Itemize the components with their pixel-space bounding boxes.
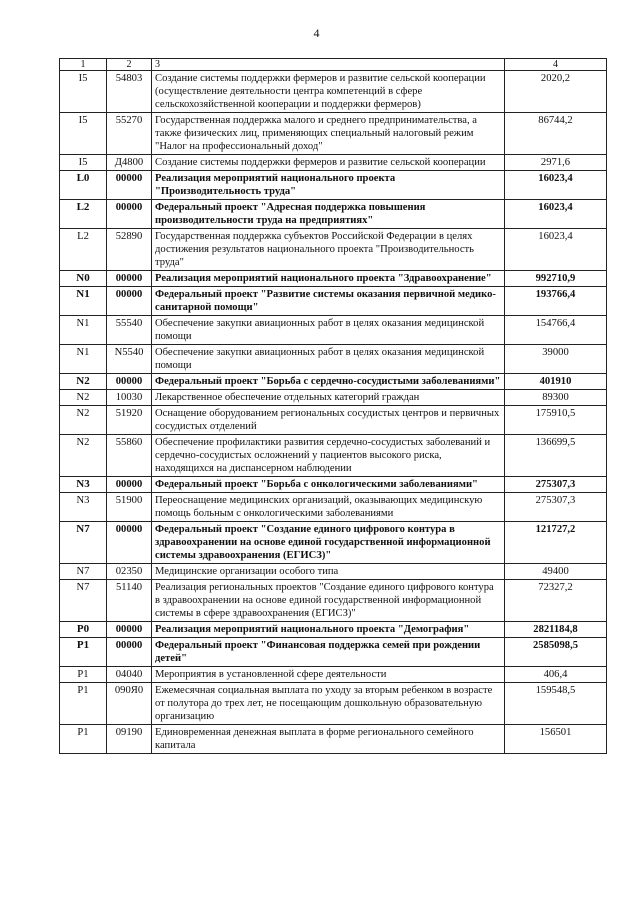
expense-code-cell: 00000 <box>107 374 152 390</box>
amount-cell: 175910,5 <box>505 406 607 435</box>
expense-code-cell: 55270 <box>107 113 152 155</box>
description-cell: Реализация мероприятий национального проекта "Здравоохранение" <box>152 271 505 287</box>
table-row <box>60 287 607 316</box>
table-row <box>60 345 607 374</box>
table-row <box>60 171 607 200</box>
description-cell: Реализация мероприятий национального проекта "Демография" <box>152 622 505 638</box>
table-row <box>60 374 607 390</box>
table-row <box>60 622 607 638</box>
table-row <box>60 406 607 435</box>
description-cell: Оснащение оборудованием региональных сосудистых центров и первичных сосудистых отделений <box>152 406 505 435</box>
target-code-cell: N7 <box>60 522 107 564</box>
target-code-cell: P1 <box>60 725 107 754</box>
amount-cell: 86744,2 <box>505 113 607 155</box>
description-cell: Государственная поддержка субъектов Российской Федерации в целях достижения результатов национального проекта "Производительность труда" <box>152 229 505 271</box>
description-cell: Федеральный проект "Борьба с онкологическими заболеваниями" <box>152 477 505 493</box>
expense-code-cell: 00000 <box>107 200 152 229</box>
expense-code-cell: 52890 <box>107 229 152 271</box>
target-code-cell: N3 <box>60 493 107 522</box>
table-row <box>60 522 607 564</box>
column-header-3: 3 <box>152 59 505 71</box>
description-cell: Обеспечение профилактики развития сердечно-сосудистых заболеваний и сердечно-сосудистых осложнений у пациентов высокого риска, находящихся на диспансерном наблюдении <box>152 435 505 477</box>
target-code-cell: N2 <box>60 406 107 435</box>
column-header-4: 4 <box>505 59 607 71</box>
expense-code-cell: 04040 <box>107 667 152 683</box>
table-row <box>60 638 607 667</box>
target-code-cell: N7 <box>60 580 107 622</box>
page-number: 4 <box>313 26 320 40</box>
description-cell: Обеспечение закупки авиационных работ в целях оказания медицинской помощи <box>152 345 505 374</box>
column-header-1: 1 <box>60 59 107 71</box>
target-code-cell: N1 <box>60 345 107 374</box>
amount-cell: 193766,4 <box>505 287 607 316</box>
column-header-2: 2 <box>107 59 152 71</box>
target-code-cell: P1 <box>60 667 107 683</box>
expense-code-cell: 00000 <box>107 522 152 564</box>
expense-code-cell: 09190 <box>107 725 152 754</box>
expense-code-cell: 55860 <box>107 435 152 477</box>
amount-cell: 136699,5 <box>505 435 607 477</box>
expense-code-cell: 00000 <box>107 622 152 638</box>
table-row <box>60 71 607 113</box>
amount-cell: 2971,6 <box>505 155 607 171</box>
amount-cell: 16023,4 <box>505 229 607 271</box>
description-cell: Федеральный проект "Борьба с сердечно-сосудистыми заболеваниями" <box>152 374 505 390</box>
target-code-cell: I5 <box>60 155 107 171</box>
description-cell: Создание системы поддержки фермеров и развитие сельской кооперации (осуществление деятельности центра компетенций в сфере сельскохозяйственной кооперации и поддержки фермеров) <box>152 71 505 113</box>
table-row <box>60 477 607 493</box>
amount-cell: 154766,4 <box>505 316 607 345</box>
target-code-cell: N3 <box>60 477 107 493</box>
amount-cell: 16023,4 <box>505 200 607 229</box>
target-code-cell: L2 <box>60 229 107 271</box>
table-row <box>60 564 607 580</box>
expense-code-cell: 00000 <box>107 171 152 200</box>
amount-cell: 275307,3 <box>505 477 607 493</box>
amount-cell: 406,4 <box>505 667 607 683</box>
amount-cell: 2585098,5 <box>505 638 607 667</box>
expense-code-cell: 51900 <box>107 493 152 522</box>
amount-cell: 89300 <box>505 390 607 406</box>
table-row <box>60 200 607 229</box>
description-cell: Реализация региональных проектов "Создание единого цифрового контура в здравоохранении на основе единой государственной информационной системы в сфере здравоохранения (ЕГИСЗ)" <box>152 580 505 622</box>
target-code-cell: P0 <box>60 622 107 638</box>
amount-cell: 49400 <box>505 564 607 580</box>
target-code-cell: N1 <box>60 287 107 316</box>
description-cell: Единовременная денежная выплата в форме регионального семейного капитала <box>152 725 505 754</box>
description-cell: Переоснащение медицинских организаций, оказывающих медицинскую помощь больным с онкологическими заболеваниями <box>152 493 505 522</box>
amount-cell: 16023,4 <box>505 171 607 200</box>
expense-code-cell: 00000 <box>107 287 152 316</box>
description-cell: Федеральный проект "Создание единого цифрового контура в здравоохранении на основе единой государственной информационной системы здравоохранения (ЕГИСЗ)" <box>152 522 505 564</box>
target-code-cell: N1 <box>60 316 107 345</box>
target-code-cell: P1 <box>60 638 107 667</box>
target-code-cell: N0 <box>60 271 107 287</box>
description-cell: Реализация мероприятий национального проекта "Производительность труда" <box>152 171 505 200</box>
target-code-cell: N2 <box>60 390 107 406</box>
expense-code-cell: 00000 <box>107 638 152 667</box>
table-header-row <box>60 59 607 71</box>
budget-table <box>59 58 607 754</box>
description-cell: Создание системы поддержки фермеров и развитие сельской кооперации <box>152 155 505 171</box>
target-code-cell: L0 <box>60 171 107 200</box>
expense-code-cell: 51920 <box>107 406 152 435</box>
table-row <box>60 155 607 171</box>
description-cell: Обеспечение закупки авиационных работ в целях оказания медицинской помощи <box>152 316 505 345</box>
expense-code-cell: 00000 <box>107 477 152 493</box>
table-row <box>60 725 607 754</box>
expense-code-cell: 090Я0 <box>107 683 152 725</box>
amount-cell: 2821184,8 <box>505 622 607 638</box>
table-row <box>60 229 607 271</box>
amount-cell: 2020,2 <box>505 71 607 113</box>
expense-code-cell: 51140 <box>107 580 152 622</box>
description-cell: Мероприятия в установленной сфере деятельности <box>152 667 505 683</box>
table-row <box>60 390 607 406</box>
description-cell: Федеральный проект "Финансовая поддержка семей при рождении детей" <box>152 638 505 667</box>
amount-cell: 72327,2 <box>505 580 607 622</box>
description-cell: Ежемесячная социальная выплата по уходу за вторым ребенком в возрасте от полутора до трех лет, не посещающим дошкольную образовательную организацию <box>152 683 505 725</box>
description-cell: Федеральный проект "Развитие системы оказания первичной медико-санитарной помощи" <box>152 287 505 316</box>
amount-cell: 121727,2 <box>505 522 607 564</box>
table-row <box>60 316 607 345</box>
table-row <box>60 667 607 683</box>
expense-code-cell: 10030 <box>107 390 152 406</box>
target-code-cell: I5 <box>60 113 107 155</box>
table-row <box>60 580 607 622</box>
expense-code-cell: Д4800 <box>107 155 152 171</box>
amount-cell: 39000 <box>505 345 607 374</box>
expense-code-cell: 55540 <box>107 316 152 345</box>
target-code-cell: L2 <box>60 200 107 229</box>
amount-cell: 992710,9 <box>505 271 607 287</box>
amount-cell: 156501 <box>505 725 607 754</box>
amount-cell: 401910 <box>505 374 607 390</box>
target-code-cell: N2 <box>60 374 107 390</box>
table-row <box>60 435 607 477</box>
target-code-cell: N7 <box>60 564 107 580</box>
description-cell: Медицинские организации особого типа <box>152 564 505 580</box>
target-code-cell: N2 <box>60 435 107 477</box>
expense-code-cell: 00000 <box>107 271 152 287</box>
target-code-cell: P1 <box>60 683 107 725</box>
description-cell: Лекарственное обеспечение отдельных категорий граждан <box>152 390 505 406</box>
amount-cell: 159548,5 <box>505 683 607 725</box>
description-cell: Государственная поддержка малого и среднего предпринимательства, а также физических лиц, применяющих специальный налоговый режим "Налог на профессиональный доход" <box>152 113 505 155</box>
description-cell: Федеральный проект "Адресная поддержка повышения производительности труда на предприятиях" <box>152 200 505 229</box>
amount-cell: 275307,3 <box>505 493 607 522</box>
expense-code-cell: 54803 <box>107 71 152 113</box>
table-row <box>60 271 607 287</box>
table-row <box>60 113 607 155</box>
expense-code-cell: 02350 <box>107 564 152 580</box>
expense-code-cell: N5540 <box>107 345 152 374</box>
target-code-cell: I5 <box>60 71 107 113</box>
table-row <box>60 683 607 725</box>
table-row <box>60 493 607 522</box>
